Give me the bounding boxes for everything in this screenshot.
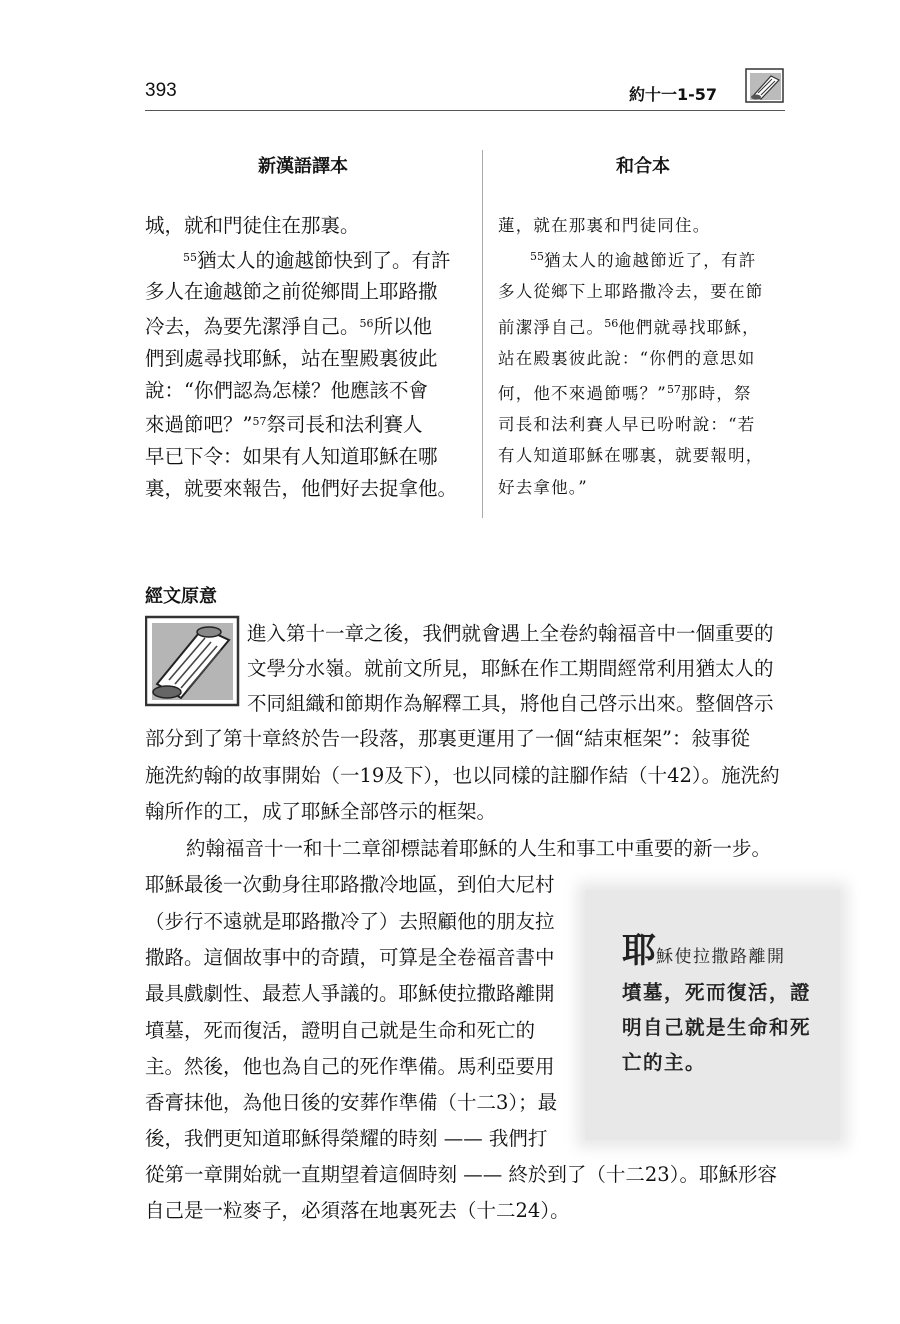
verse-number: 56 (604, 316, 619, 330)
paragraph-line: 撒路。這個故事中的奇蹟，可算是全卷福音書中 (145, 946, 555, 969)
paragraph-line: 部分到了第十章終於告一段落，那裏更運用了一個“結束框架”：敍事從 (145, 727, 750, 750)
scroll-icon (145, 614, 241, 708)
verse-number: 57 (252, 415, 267, 429)
verse-line: 前潔淨自己。$^{56}$他們就尋找耶穌， (498, 316, 760, 337)
verse-line: 來過節吧？”$^{57}$祭司長和法利賽人 (145, 413, 423, 437)
pull-quote (622, 931, 822, 1080)
section-title: 經文原意 (145, 586, 217, 607)
paragraph-line: 約翰福音十一和十二章卻標誌着耶穌的人生和事工中重要的新一步。 (186, 837, 772, 860)
verse-line: 說：“你們認為怎樣？他應該不會 (145, 378, 428, 402)
verse-line: 多人從鄉下上耶路撒冷去，要在節 (498, 282, 764, 302)
page-number: 393 (145, 80, 177, 101)
verse-line: 好去拿他。” (498, 477, 588, 497)
pull-quote-first-line: 穌使拉撒路離開 (656, 947, 786, 967)
verse-line: 裏，就要來報告，他們好去捉拿他。 (145, 476, 458, 500)
verse-line: $^{55}$猶太人的逾越節近了，有許 (530, 250, 757, 271)
verse-line: 早已下令：如果有人知道耶穌在哪 (145, 444, 438, 468)
paragraph-line: 進入第十一章之後，我們就會遇上全卷約翰福音中一個重要的 (247, 622, 774, 645)
paragraph-line: 自己是一粒麥子，必須落在地裏死去（十二24）。 (145, 1199, 570, 1222)
paragraph-line: 主。然後，他也為自己的死作準備。馬利亞要用 (145, 1055, 555, 1078)
paragraph-line: 翰所作的工，成了耶穌全部啓示的框架。 (145, 800, 497, 823)
paragraph-line: 耶穌最後一次動身往耶路撒冷地區，到伯大尼村 (145, 873, 555, 896)
pull-quote-text: 墳墓，死而復活，證明自己就是生命和死亡的主。 (622, 981, 812, 1074)
scroll-icon (745, 66, 785, 104)
verse-line: 站在殿裏彼此說：“你們的意思如 (498, 348, 756, 368)
chapter-reference: 約十一1-57 (628, 85, 717, 104)
pull-quote-initial: 耶 (622, 931, 656, 971)
verse-line: 多人在逾越節之前從鄉間上耶路撒 (145, 280, 438, 304)
verse-line: 司長和法利賽人早已吩咐說：“若 (498, 415, 756, 435)
paragraph-line: 文學分水嶺。就前文所見，耶穌在作工期間經常利用猶太人的 (247, 657, 774, 680)
verse-number: 55 (183, 250, 197, 264)
paragraph-line: 香膏抹他，為他日後的安葬作準備（十二3）；最 (145, 1091, 558, 1114)
paragraph-line: 後，我們更知道耶穌得榮耀的時刻 —— 我們打 (145, 1127, 548, 1150)
verse-line: 何，他不來過節嗎？”$^{57}$那時，祭 (498, 383, 752, 404)
verse-line: 蓮，就在那裏和門徒同住。 (498, 216, 711, 235)
right-column-heading: 和合本 (616, 156, 670, 177)
verse-line: 們到處尋找耶穌，站在聖殿裏彼此 (145, 346, 438, 370)
right-column-text (498, 210, 788, 503)
verse-number: 57 (666, 383, 681, 397)
column-divider (482, 150, 483, 518)
running-header (145, 78, 785, 110)
paragraph-line: 從第一章開始就一直期望着這個時刻 —— 終於到了（十二23）。耶穌形容 (145, 1163, 777, 1186)
left-column-text (145, 210, 470, 504)
left-column-heading: 新漢語譯本 (258, 156, 348, 177)
paragraph-line: 墳墓，死而復活，證明自己就是生命和死亡的 (145, 1019, 536, 1042)
header-rule (145, 110, 785, 111)
paragraph-line: 最具戲劇性、最惹人爭議的。耶穌使拉撒路離開 (145, 982, 555, 1005)
paragraph-line: 施洗約翰的故事開始（一19及下），也以同樣的註腳作結（十42）。施洗約 (145, 764, 780, 787)
verse-line: 有人知道耶穌在哪裏，就要報明， (498, 446, 764, 466)
verse-number: 55 (530, 250, 544, 264)
paragraph-line: （步行不遠就是耶路撒冷了）去照顧他的朋友拉 (145, 910, 555, 933)
verse-line: 冷去，為要先潔淨自己。$^{56}$所以他 (145, 315, 433, 339)
verse-line: $^{55}$猶太人的逾越節快到了。有許 (183, 248, 451, 272)
verse-number: 56 (359, 317, 374, 331)
paragraph-line: 不同組織和節期作為解釋工具，將他自己啓示出來。整個啓示 (247, 692, 774, 715)
verse-line: 城，就和門徒住在那裏。 (145, 214, 360, 237)
